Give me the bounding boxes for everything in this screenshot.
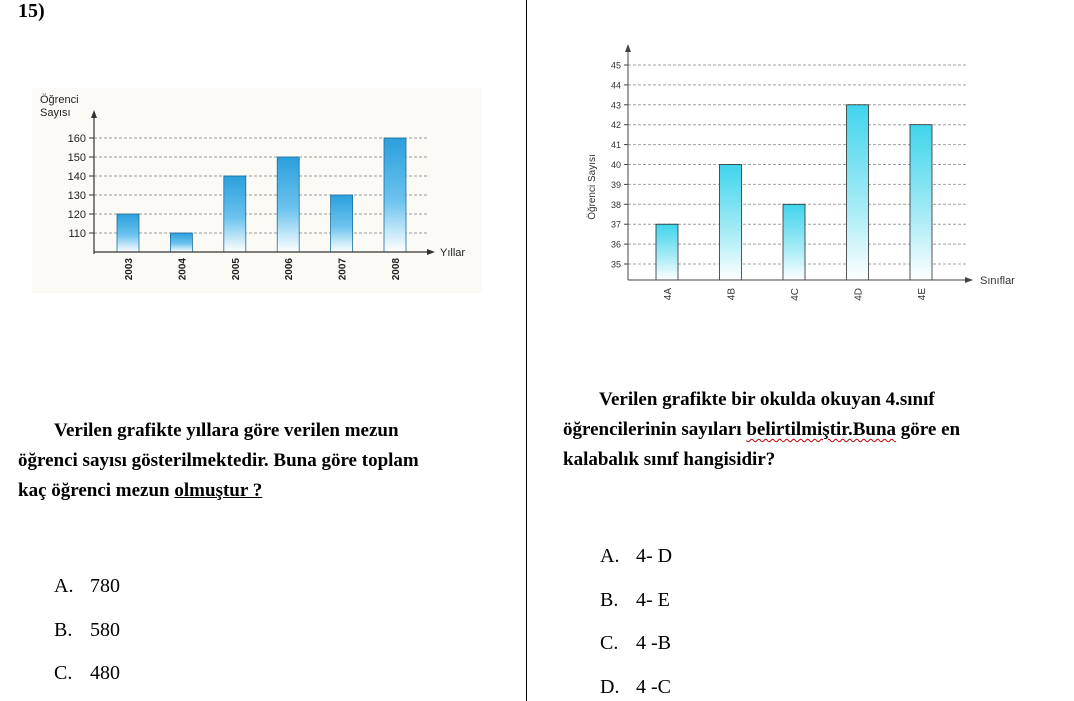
x-tick-label: 4D xyxy=(853,288,865,301)
y-tick-label: 45 xyxy=(610,60,621,71)
q2-option-a[interactable]: A. 4- D xyxy=(600,545,673,567)
y-tick-label: 41 xyxy=(610,140,621,151)
y-tick-label: 36 xyxy=(610,239,621,250)
x-tick-label: 2008 xyxy=(391,258,402,281)
x-axis-label: Sınıflar xyxy=(980,275,1015,287)
y-tick-label: 140 xyxy=(67,171,86,183)
y-tick-labels xyxy=(68,133,94,240)
x-axis-arrow xyxy=(427,249,435,255)
x-tick-label: 2006 xyxy=(284,258,296,281)
q1-option-b[interactable]: B. 580 xyxy=(54,619,120,641)
x-tick-label: 2007 xyxy=(337,258,349,281)
q1-option-c[interactable]: C. 480 xyxy=(54,662,120,684)
bar-4D xyxy=(847,105,869,280)
x-axis-arrow xyxy=(965,277,973,283)
x-tick-label: 2005 xyxy=(230,258,242,281)
bar-4C xyxy=(783,204,805,280)
y-axis-label-line2: Sayısı xyxy=(40,107,71,119)
y-tick-label: 44 xyxy=(610,80,621,91)
bar-2007 xyxy=(331,195,353,252)
x-tick-label: 2003 xyxy=(124,258,135,281)
question-2-text xyxy=(563,385,1063,475)
bar-2006 xyxy=(277,157,299,252)
q1-option-a[interactable]: A. 780 xyxy=(54,575,120,597)
y-tick-label: 35 xyxy=(610,259,621,270)
bar-2003 xyxy=(117,214,139,252)
class-size-bar-chart xyxy=(575,42,1025,322)
q2-line-2a: öğrencilerinin sayıları xyxy=(563,419,747,440)
y-tick-labels xyxy=(611,61,628,270)
y-axis-label-line1: Öğrenci xyxy=(40,94,79,106)
bar-2008 xyxy=(384,138,406,252)
q1-line-3: kaç öğrenci mezun xyxy=(18,480,175,501)
q1-line-3-underlined: olmuştur ? xyxy=(174,480,263,501)
x-tick-label: 4A xyxy=(663,288,674,301)
graduates-bar-chart xyxy=(32,88,482,293)
y-tick-label: 160 xyxy=(67,133,86,145)
y-tick-label: 42 xyxy=(610,120,621,131)
y-tick-label: 110 xyxy=(68,228,86,240)
question-1-text xyxy=(18,416,518,506)
y-tick-label: 120 xyxy=(67,209,86,221)
x-tick-label: 2004 xyxy=(177,258,189,281)
bar-2004 xyxy=(170,233,192,252)
x-tick-label: 4C xyxy=(790,288,801,301)
x-tick-labels xyxy=(124,258,402,281)
x-tick-label: 4E xyxy=(917,288,928,301)
q2-option-b[interactable]: B. 4- E xyxy=(600,589,670,611)
grid-lines xyxy=(94,138,427,233)
y-tick-label: 37 xyxy=(610,219,621,230)
x-tick-label: 4B xyxy=(726,288,738,301)
y-tick-label: 38 xyxy=(610,199,621,210)
y-tick-label: 150 xyxy=(67,152,86,164)
bar-4B xyxy=(720,165,742,281)
q2-line-1: Verilen grafikte bir okulda okuyan 4.sınıf xyxy=(599,389,935,410)
column-divider xyxy=(526,0,527,701)
bar-4E xyxy=(910,125,932,280)
y-axis-arrow xyxy=(625,44,631,52)
q1-line-2: öğrenci sayısı gösterilmektedir. Buna göre toplam xyxy=(18,450,419,471)
q1-line-1: Verilen grafikte yıllara göre verilen mezun xyxy=(54,420,399,441)
y-tick-label: 43 xyxy=(610,100,621,111)
y-axis-arrow xyxy=(91,110,97,118)
q2-line-3: kalabalık sınıf hangisidir? xyxy=(563,449,776,470)
question-number: 15) xyxy=(18,0,45,22)
bar-4A xyxy=(656,224,678,280)
q2-option-c[interactable]: C. 4 -B xyxy=(600,632,671,654)
y-tick-label: 130 xyxy=(67,190,86,202)
x-axis-label: Yıllar xyxy=(440,247,466,259)
q2-option-d[interactable]: D. 4 -C xyxy=(600,676,671,698)
bar-2005 xyxy=(224,176,246,252)
q2-spellcheck-underlined: belirtilmiştir.Buna xyxy=(746,419,897,440)
q2-line-2c: göre en xyxy=(896,419,961,440)
y-tick-label: 40 xyxy=(610,160,621,170)
y-tick-label: 39 xyxy=(610,179,621,190)
x-tick-labels xyxy=(663,288,928,301)
y-axis-label: Öğrenci Sayısı xyxy=(587,154,598,220)
bars xyxy=(656,105,932,280)
